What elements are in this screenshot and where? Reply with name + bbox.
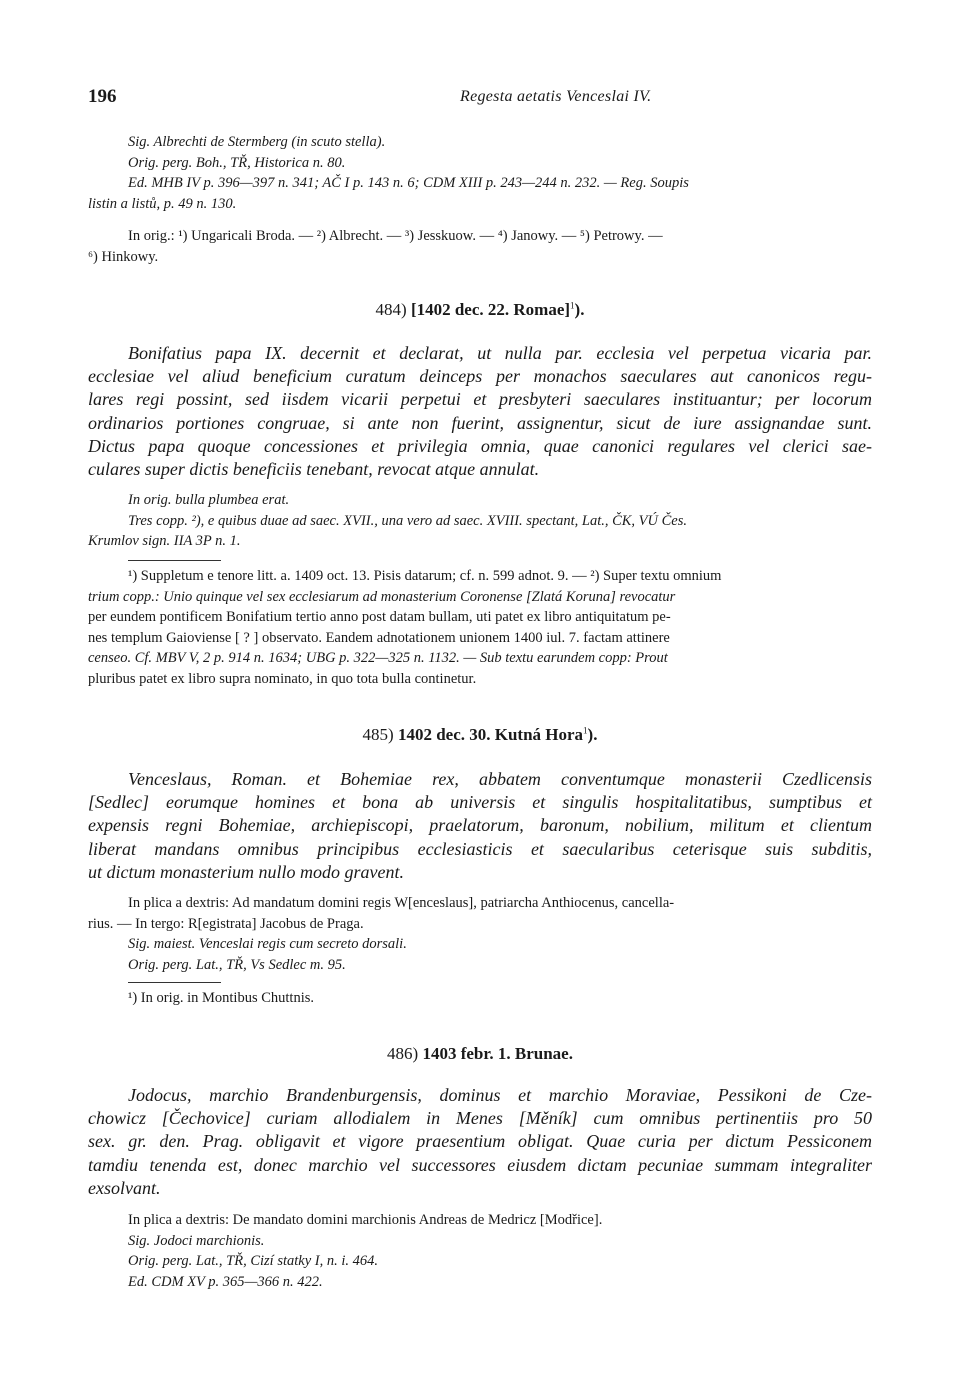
regest-line: [Sedlec] eorumque homines et bona ab universis et singulis hospitalitatibus, sumptibus et — [88, 792, 872, 813]
footnote-line: trium copp.: Unio quinque vel sex ecclesiarum ad monasterium Coronense [Zlatá Koruna] revocatur — [88, 588, 676, 605]
regest-line: Dictus papa quoque concessiones et privilegia omnia, quae canonici regulares vel clerici sae- — [88, 435, 872, 456]
note-line: Orig. perg. Lat., TŘ, Vs Sedlec m. 95. — [128, 956, 346, 973]
entry-heading-486 — [88, 1044, 872, 1064]
footnotes-485 — [88, 988, 872, 1009]
running-title: Regesta aetatis Venceslai IV. — [460, 88, 652, 105]
footnote-rule — [128, 982, 221, 983]
running-header — [88, 86, 872, 110]
note-line: Orig. perg. Boh., TŘ, Historica n. 80. — [128, 154, 346, 171]
entry-heading-485 — [88, 725, 872, 745]
regest-line: ut dictum monasterium nullo modo gravent. — [88, 861, 404, 882]
note-line: Sig. Jodoci marchionis. — [128, 1232, 265, 1249]
note-line: In orig. bulla plumbea erat. — [128, 492, 290, 508]
note-line: Orig. perg. Lat., TŘ, Cizí statky I, n. i. 464. — [128, 1253, 378, 1270]
regest-485 — [88, 768, 872, 884]
footnote-line: ¹) Suppletum e tenore litt. a. 1409 oct. 13. Pisis datarum; cf. n. 599 adnot. 9. — ²) Super textu omnium — [128, 568, 722, 584]
note-line: Ed. MHB IV p. 396—397 n. 341; AČ I p. 143 n. 6; CDM XIII p. 243—244 n. 232. — Reg. Soupis — [128, 175, 689, 192]
page-number: 196 — [88, 86, 117, 107]
preceding-entry-variants — [88, 226, 872, 267]
entry-number: 485) — [362, 725, 394, 744]
entry-heading-484 — [88, 300, 872, 320]
notes-485 — [88, 893, 872, 975]
notes-484 — [88, 490, 872, 552]
entry-number: 484) — [375, 300, 407, 319]
footnote-marker: 1 — [570, 300, 575, 311]
footnote-rule — [128, 560, 221, 561]
note-line: In plica a dextris: Ad mandatum domini regis W[enceslaus], patriarcha Anthiocenus, cancella- — [128, 895, 675, 911]
note-line: Krumlov sign. IIA 3P n. 1. — [88, 533, 241, 550]
heading-end: ). — [587, 725, 598, 744]
note-line: In plica a dextris: De mandato domini marchionis Andreas de Medricz [Modřice]. — [128, 1212, 603, 1228]
notes-486 — [88, 1210, 872, 1292]
regest-line: Jodocus, marchio Brandenburgensis, dominus et marchio Moraviae, Pessikoni de Cze- — [128, 1085, 872, 1105]
regest-line: chowicz [Čechovice] curiam allodialem in Menes [Měník] cum omnibus pertinentiis pro 50 — [88, 1108, 872, 1129]
regest-486 — [88, 1084, 872, 1200]
entry-date-place: [1402 dec. 22. Romae] — [410, 300, 571, 319]
note-line: Sig. maiest. Venceslai regis cum secreto dorsali. — [128, 936, 407, 953]
entry-date-place: 1403 febr. 1. Brunae. — [422, 1044, 573, 1063]
footnote-marker: 1 — [583, 725, 588, 736]
footnote-line: censeo. Cf. MBV V, 2 p. 914 n. 1634; UBG p. 322—325 n. 1132. — Sub textu earundem copp: Prout — [88, 650, 668, 667]
regest-line: liberat mandans omnibus principibus ecclesiasticis et saecularibus ceterisque suis subditis, — [88, 838, 872, 859]
regest-line: culares super dictis beneficiis tenebant, revocat atque annulat. — [88, 459, 540, 480]
regest-line: sex. gr. den. Prag. obligavit et vigore praesentium obligat. Quae curia per dictum Pessiconem — [88, 1131, 872, 1152]
note-line: In orig.: ¹) Ungaricali Broda. — ²) Albrecht. — ³) Jesskuow. — ⁴) Janowy. — ⁵) Petrowy. — — [128, 228, 663, 244]
heading-end: ). — [574, 300, 585, 319]
footnotes-484 — [88, 566, 872, 690]
regest-line: tamdiu tenenda est, donec marchio vel successores eiusdem dictam pecuniae summam integraliter — [88, 1154, 872, 1175]
regest-line: exsolvant. — [88, 1177, 161, 1198]
note-line: Tres copp. ²), e quibus duae ad saec. XVII., una vero ad saec. XVIII. spectant, Lat., ČK, VÚ Čes. — [128, 512, 688, 529]
note-line: rius. — In tergo: R[egistrata] Jacobus de Praga. — [88, 915, 364, 932]
regest-line: lares regi possint, sed iisdem vicarii perpetui et presbyteri saeculares instituantur; per locorum — [88, 389, 872, 410]
regest-line: expensis regni Bohemiae, archiepiscopi, praelatorum, baronum, nobilium, militum et clientum — [88, 815, 872, 836]
note-line: ⁶) Hinkowy. — [88, 248, 159, 265]
regest-line: Bonifatius papa IX. decernit et declarat, ut nulla par. ecclesia vel perpetua vicaria par. — [128, 343, 872, 363]
footnote-line: pluribus patet ex libro supra nominato, in quo tota bulla continetur. — [88, 670, 477, 687]
regest-line: ecclesiae vel aliud beneficium curatum deinceps per monachos saeculares aut canonicos regu- — [88, 366, 872, 387]
regest-line: ordinarios portiones congruae, si ante non fuerint, assignentur, sicut de iure assignandae sunt. — [88, 412, 872, 433]
note-line: listin a listů, p. 49 n. 130. — [88, 195, 237, 212]
note-line: Sig. Albrechti de Stermberg (in scuto stella). — [128, 134, 386, 150]
regest-line: Venceslaus, Roman. et Bohemiae rex, abbatem conventumque monasterii Czedlicensis — [128, 769, 872, 789]
footnote-line: ¹) In orig. in Montibus Chuttnis. — [128, 990, 315, 1006]
footnote-line: nes templum Gaioviense [ ? ] observato. Eandem adnotationem unionem 1400 iul. 7. factam attinere — [88, 629, 670, 646]
regest-484 — [88, 342, 872, 481]
footnote-line: per eundem pontificem Bonifatium tertio anno post datam bullam, uti patet ex libro antiquitatum pe- — [88, 609, 671, 626]
preceding-entry-notes — [88, 132, 872, 214]
entry-number: 486) — [387, 1044, 419, 1063]
entry-date-place: 1402 dec. 30. Kutná Hora — [397, 725, 584, 744]
note-line: Ed. CDM XV p. 365—366 n. 422. — [128, 1273, 323, 1290]
